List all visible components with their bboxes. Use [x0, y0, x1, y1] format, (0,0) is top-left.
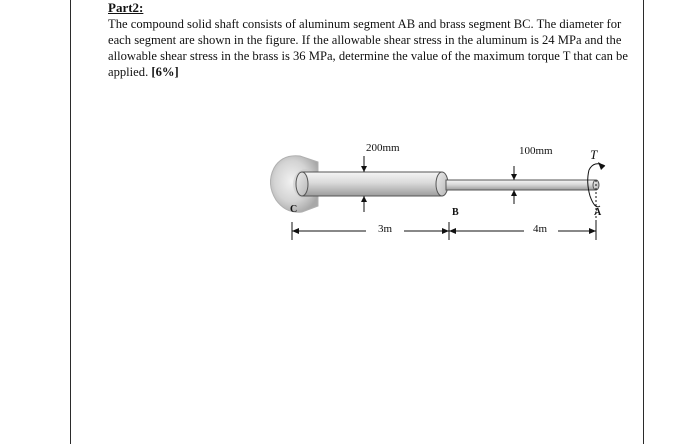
point-b-label: B	[452, 207, 459, 218]
aluminum-segment-ab	[296, 172, 448, 196]
torque-label: T	[590, 147, 598, 162]
point-a-label: A	[594, 207, 602, 218]
diameter-label-brass: 100mm	[519, 145, 553, 157]
marks-label: [6%]	[151, 65, 179, 79]
brass-segment-bc	[446, 180, 599, 190]
problem-heading: Part2:	[108, 0, 144, 15]
problem-statement: The compound solid shaft consists of aluminum segment AB and brass segment BC. The diameter for each segment are shown in the figure. If the allowable shear stress in the aluminum is 24 MPa and the allowable shear stress in the brass is 36 MPa, determine the value of the maximum torque T that can be applied.	[108, 17, 628, 79]
diameter-label-aluminum: 200mm	[366, 142, 400, 154]
length-label-bc: 4m	[533, 223, 548, 235]
length-label-ab: 3m	[378, 223, 393, 235]
length-dimension-lines	[292, 222, 596, 240]
point-c-label: C	[290, 204, 298, 215]
